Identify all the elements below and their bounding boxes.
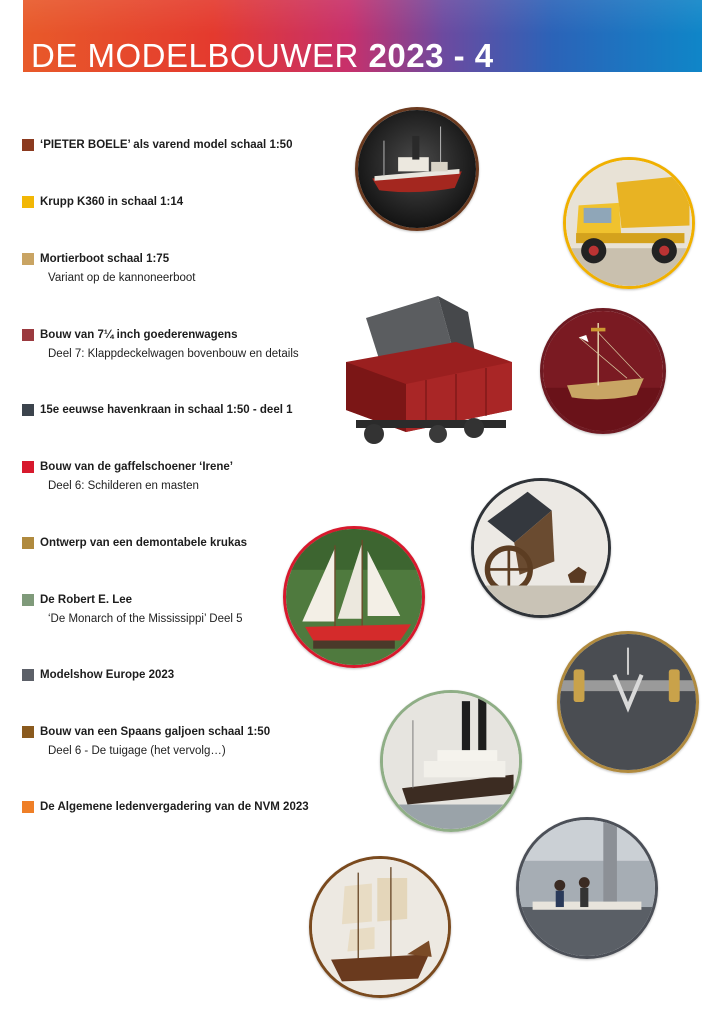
header-banner [23, 0, 702, 72]
photo-crankshaft [557, 631, 699, 773]
toc-item-title: Ontwerp van een demontabele krukas [40, 537, 248, 549]
bullet-square-icon [22, 139, 34, 151]
page-title [31, 38, 494, 72]
photo-galleon [309, 856, 451, 998]
photo-harbour-crane [471, 478, 611, 618]
title-text: DE MODELBOUWER [31, 37, 359, 72]
toc-item-title: Krupp K360 in schaal 1:14 [40, 196, 184, 208]
toc-item-title: Mortierboot schaal 1:75 [40, 253, 170, 265]
photo-riverboat [380, 690, 522, 832]
toc-item-title: Bouw van de gaffelschoener ‘Irene’ [40, 461, 233, 473]
toc-item-title: De Algemene ledenvergadering van de NVM 2023 [40, 801, 309, 813]
header-shine [23, 0, 702, 34]
toc-item-subtitle: Deel 7: Klappdeckelwagen bovenbouw en details [48, 348, 299, 360]
toc-item-subtitle: ‘De Monarch of the Mississippi’ Deel 5 [48, 613, 243, 625]
bullet-square-icon [22, 801, 34, 813]
bullet-square-icon [22, 537, 34, 549]
toc-item-title: 15e eeuwse havenkraan in schaal 1:50 - deel 1 [40, 404, 293, 416]
photo-dump-truck [563, 157, 695, 289]
photo-schooner [283, 526, 425, 668]
toc-item-subtitle: Variant op de kannoneerboot [48, 272, 196, 284]
photo-model-show [516, 817, 658, 959]
toc-item-title: ‘PIETER BOELE’ als varend model schaal 1:50 [40, 139, 293, 151]
photo-tugboat [355, 107, 479, 231]
toc-item-title: Modelshow Europe 2023 [40, 669, 175, 681]
photo-goods-wagon [326, 292, 516, 452]
photo-mortar-boat [540, 308, 666, 434]
issue-number: 2023 - 4 [368, 37, 494, 72]
toc-item-title: De Robert E. Lee [40, 594, 133, 606]
bullet-square-icon [22, 253, 34, 265]
bullet-square-icon [22, 329, 34, 341]
toc-item-title: Bouw van 7¼ inch goederenwagens [40, 329, 238, 341]
bullet-square-icon [22, 669, 34, 681]
bullet-square-icon [22, 594, 34, 606]
bullet-square-icon [22, 726, 34, 738]
toc-item-subtitle: Deel 6 - De tuigage (het vervolg…) [48, 745, 226, 757]
bullet-square-icon [22, 461, 34, 473]
bullet-square-icon [22, 196, 34, 208]
toc-item-subtitle: Deel 6: Schilderen en masten [48, 480, 199, 492]
bullet-square-icon [22, 404, 34, 416]
toc-item-title: Bouw van een Spaans galjoen schaal 1:50 [40, 726, 271, 738]
